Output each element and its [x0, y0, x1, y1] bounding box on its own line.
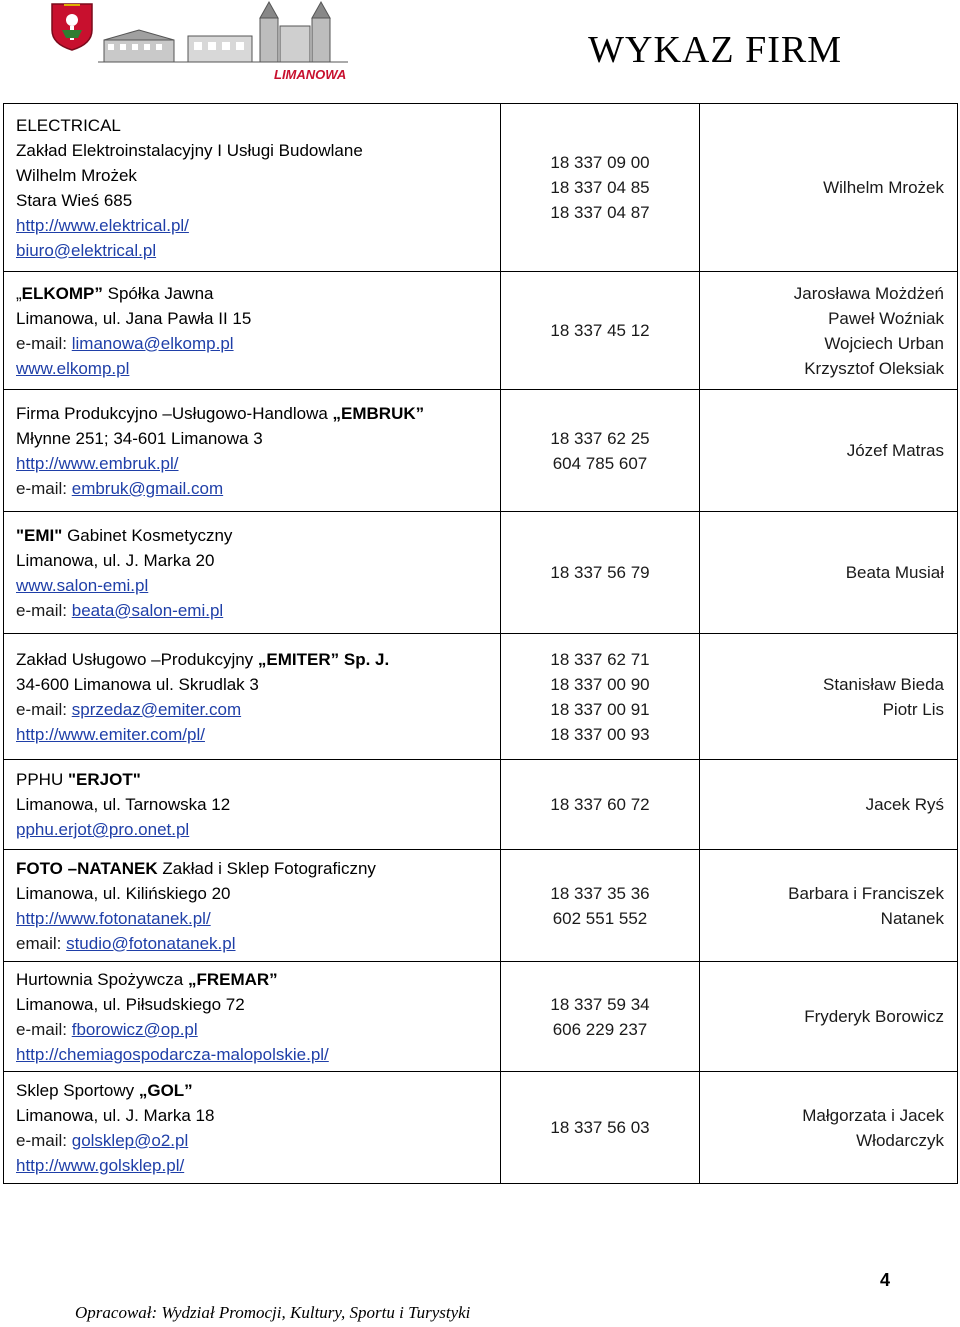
detail-text: Limanowa, ul. Jana Pawła II 15: [16, 308, 252, 328]
detail-text: Spółka Jawna: [102, 283, 214, 303]
company-detail-line: [16, 138, 500, 163]
detail-text: Zakład Elektroinstalacyjny I Usługi Budowlane: [16, 140, 363, 160]
company-name: "ERJOT": [67, 770, 141, 789]
phone-number: 18 337 56 03: [550, 1118, 650, 1137]
company-detail-line: [16, 356, 500, 381]
detail-text: Hurtownia Spożywcza: [16, 969, 188, 989]
quote-mark: „: [16, 283, 22, 303]
company-row: [4, 760, 958, 850]
detail-text: Limanowa, ul. J. Marka 18: [16, 1105, 215, 1125]
company-detail-line: [16, 881, 500, 906]
phone-number: 602 551 552: [552, 908, 648, 928]
company-detail-line: [16, 451, 500, 476]
contact-persons: [700, 390, 958, 512]
phone-number: 18 337 59 34: [550, 994, 650, 1014]
contact-persons: [700, 1072, 958, 1184]
phone-numbers: [501, 1072, 700, 1184]
phone-numbers: [501, 760, 700, 850]
phone-numbers: [501, 512, 700, 634]
detail-text: ELECTRICAL: [16, 115, 121, 135]
company-name: „EMBRUK”: [332, 403, 425, 423]
company-detail-line: [16, 792, 500, 817]
contact-person: Barbara i Franciszek: [788, 883, 944, 903]
contact-person: Józef Matras: [846, 441, 944, 460]
phone-number: 18 337 00 93: [550, 724, 650, 744]
detail-text: Gabinet Kosmetyczny: [62, 525, 233, 545]
company-detail-line: [16, 856, 500, 881]
contact-link[interactable]: http://www.golsklep.pl/: [16, 1155, 185, 1175]
contact-link[interactable]: fborowicz@op.pl: [71, 1019, 198, 1039]
detail-text: Limanowa, ul. Tarnowska 12: [16, 795, 231, 814]
company-detail-line: [16, 573, 500, 598]
company-details: [4, 760, 501, 850]
company-name: „EMITER” Sp. J.: [257, 649, 390, 669]
document-title: WYKAZ FIRM: [588, 29, 842, 71]
company-detail-line: [16, 331, 500, 356]
company-row: [4, 272, 958, 390]
company-name: "EMI": [16, 525, 63, 545]
company-detail-line: [16, 1017, 500, 1042]
company-detail-line: [16, 238, 500, 263]
phone-numbers: [501, 634, 700, 760]
city-logo: [48, 0, 350, 86]
company-detail-line: [16, 931, 500, 956]
company-detail-line: [16, 992, 500, 1017]
phone-numbers: [501, 272, 700, 390]
page-footer: Opracował: Wydział Promocji, Kultury, Sportu i Turystyki: [75, 1303, 471, 1322]
detail-text: Limanowa, ul. Kilińskiego 20: [16, 883, 231, 903]
company-detail-line: [16, 281, 500, 306]
contact-link[interactable]: beata@salon-emi.pl: [71, 600, 224, 620]
contact-link[interactable]: biuro@elektrical.pl: [16, 240, 157, 260]
field-label: e-mail:: [16, 1130, 72, 1150]
detail-text: Limanowa, ul. J. Marka 20: [16, 550, 215, 570]
field-label: e-mail:: [16, 333, 72, 353]
company-details: [4, 962, 501, 1072]
company-details: [4, 850, 501, 962]
contact-persons: [700, 634, 958, 760]
phone-number: 18 337 62 25: [550, 428, 650, 448]
contact-link[interactable]: http://chemiagospodarcza-malopolskie.pl/: [16, 1044, 329, 1064]
company-details: [4, 104, 501, 272]
contact-link[interactable]: http://www.fotonatanek.pl/: [16, 908, 211, 928]
company-detail-line: [16, 548, 500, 573]
company-detail-line: [16, 1103, 500, 1128]
contact-persons: [700, 850, 958, 962]
contact-link[interactable]: limanowa@elkomp.pl: [71, 333, 234, 353]
field-label: e-mail:: [16, 478, 72, 498]
company-detail-line: [16, 647, 500, 672]
phone-number: 18 337 60 72: [550, 795, 650, 814]
company-detail-line: [16, 967, 500, 992]
phone-number: 606 229 237: [552, 1019, 648, 1039]
company-details: [4, 634, 501, 760]
phone-number: 18 337 00 90: [550, 674, 650, 694]
detail-text: Zakład Usługowo –Produkcyjny: [16, 649, 258, 669]
company-detail-line: [16, 523, 500, 548]
contact-persons: [700, 104, 958, 272]
phone-numbers: [501, 962, 700, 1072]
company-row: [4, 634, 958, 760]
company-details: [4, 272, 501, 390]
company-name: „GOL”: [138, 1080, 193, 1100]
phone-number: 18 337 56 79: [550, 563, 650, 582]
company-detail-line: [16, 817, 500, 842]
phone-number: 18 337 04 85: [550, 178, 650, 197]
company-detail-line: [16, 401, 500, 426]
contact-person: Krzysztof Oleksiak: [804, 358, 944, 378]
company-detail-line: [16, 476, 500, 501]
contact-persons: [700, 272, 958, 390]
company-detail-line: [16, 306, 500, 331]
company-detail-line: [16, 1042, 500, 1067]
contact-link[interactable]: embruk@gmail.com: [71, 478, 224, 498]
detail-text: Sklep Sportowy: [16, 1080, 139, 1100]
contact-link[interactable]: http://www.embruk.pl/: [16, 453, 179, 473]
field-label: e-mail:: [16, 600, 72, 620]
company-detail-line: [16, 163, 500, 188]
detail-text: Zakład i Sklep Fotograficzny: [157, 858, 376, 878]
field-label: e-mail:: [16, 699, 72, 719]
detail-text: Firma Produkcyjno –Usługowo-Handlowa: [16, 403, 333, 423]
contact-link[interactable]: pphu.erjot@pro.onet.pl: [16, 820, 190, 839]
company-table: [3, 103, 958, 1184]
field-label: e-mail:: [16, 1019, 72, 1039]
contact-persons: [700, 760, 958, 850]
company-row: [4, 1072, 958, 1184]
detail-text: PPHU: [16, 770, 68, 789]
phone-number: 18 337 62 71: [550, 649, 650, 669]
contact-person: Jarosława Możdżeń: [793, 283, 944, 303]
company-detail-line: [16, 188, 500, 213]
company-row: [4, 850, 958, 962]
contact-person: Natanek: [880, 908, 944, 928]
company-detail-line: [16, 1153, 500, 1178]
detail-text: Wilhelm Mrożek: [16, 165, 137, 185]
contact-link[interactable]: http://www.emiter.com/pl/: [16, 724, 205, 744]
contact-person: Fryderyk Borowicz: [804, 1007, 944, 1026]
company-row: [4, 390, 958, 512]
contact-person: Wojciech Urban: [824, 333, 944, 353]
phone-number: 18 337 09 00: [550, 153, 650, 172]
detail-text: Stara Wieś 685: [16, 190, 133, 210]
company-row: [4, 962, 958, 1072]
company-row: [4, 512, 958, 634]
company-detail-line: [16, 672, 500, 697]
phone-numbers: [501, 104, 700, 272]
contact-persons: [700, 962, 958, 1072]
contact-link[interactable]: www.elkomp.pl: [16, 358, 130, 378]
company-detail-line: [16, 113, 500, 138]
contact-person: Wilhelm Mrożek: [823, 178, 944, 197]
page-number: 4: [880, 1270, 891, 1290]
company-details: [4, 1072, 501, 1184]
contact-person: Włodarczyk: [856, 1130, 944, 1150]
contact-persons: [700, 512, 958, 634]
contact-link[interactable]: http://www.elektrical.pl/: [16, 215, 189, 235]
company-name: FOTO –NATANEK: [16, 858, 158, 878]
company-name: „FREMAR”: [187, 969, 278, 989]
phone-number: 18 337 00 91: [550, 699, 650, 719]
company-detail-line: [16, 906, 500, 931]
contact-link[interactable]: studio@fotonatanek.pl: [66, 933, 236, 953]
phone-number: 18 337 35 36: [550, 883, 650, 903]
company-detail-line: [16, 598, 500, 623]
company-detail-line: [16, 722, 500, 747]
company-detail-line: [16, 1128, 500, 1153]
company-detail-line: [16, 213, 500, 238]
contact-link[interactable]: www.salon-emi.pl: [16, 575, 149, 595]
company-detail-line: [16, 426, 500, 451]
company-detail-line: [16, 697, 500, 722]
contact-person: Beata Musiał: [845, 563, 944, 582]
company-table-body: [4, 104, 958, 1184]
company-details: [4, 512, 501, 634]
logo-text: LIMANOWA: [274, 67, 347, 82]
contact-person: Stanisław Bieda: [823, 674, 944, 694]
contact-person: Piotr Lis: [882, 699, 944, 719]
company-name: ELKOMP”: [21, 283, 103, 303]
phone-numbers: [501, 850, 700, 962]
phone-number: 18 337 04 87: [550, 203, 650, 222]
field-label: email:: [16, 933, 67, 953]
company-detail-line: [16, 1078, 500, 1103]
detail-text: Młynne 251; 34-601 Limanowa 3: [16, 428, 263, 448]
contact-person: Małgorzata i Jacek: [802, 1105, 944, 1125]
company-detail-line: [16, 767, 500, 792]
limanowa-coat-of-arms-and-skyline: [48, 0, 350, 86]
phone-number: 18 337 45 12: [550, 321, 650, 340]
phone-numbers: [501, 390, 700, 512]
contact-person: Jacek Ryś: [865, 795, 944, 814]
company-row: [4, 104, 958, 272]
contact-link[interactable]: golsklep@o2.pl: [71, 1130, 189, 1150]
phone-number: 604 785 607: [552, 453, 648, 473]
contact-link[interactable]: sprzedaz@emiter.com: [71, 699, 242, 719]
detail-text: Limanowa, ul. Piłsudskiego 72: [16, 994, 245, 1014]
company-details: [4, 390, 501, 512]
contact-person: Paweł Woźniak: [828, 308, 944, 328]
detail-text: 34-600 Limanowa ul. Skrudlak 3: [16, 674, 259, 694]
